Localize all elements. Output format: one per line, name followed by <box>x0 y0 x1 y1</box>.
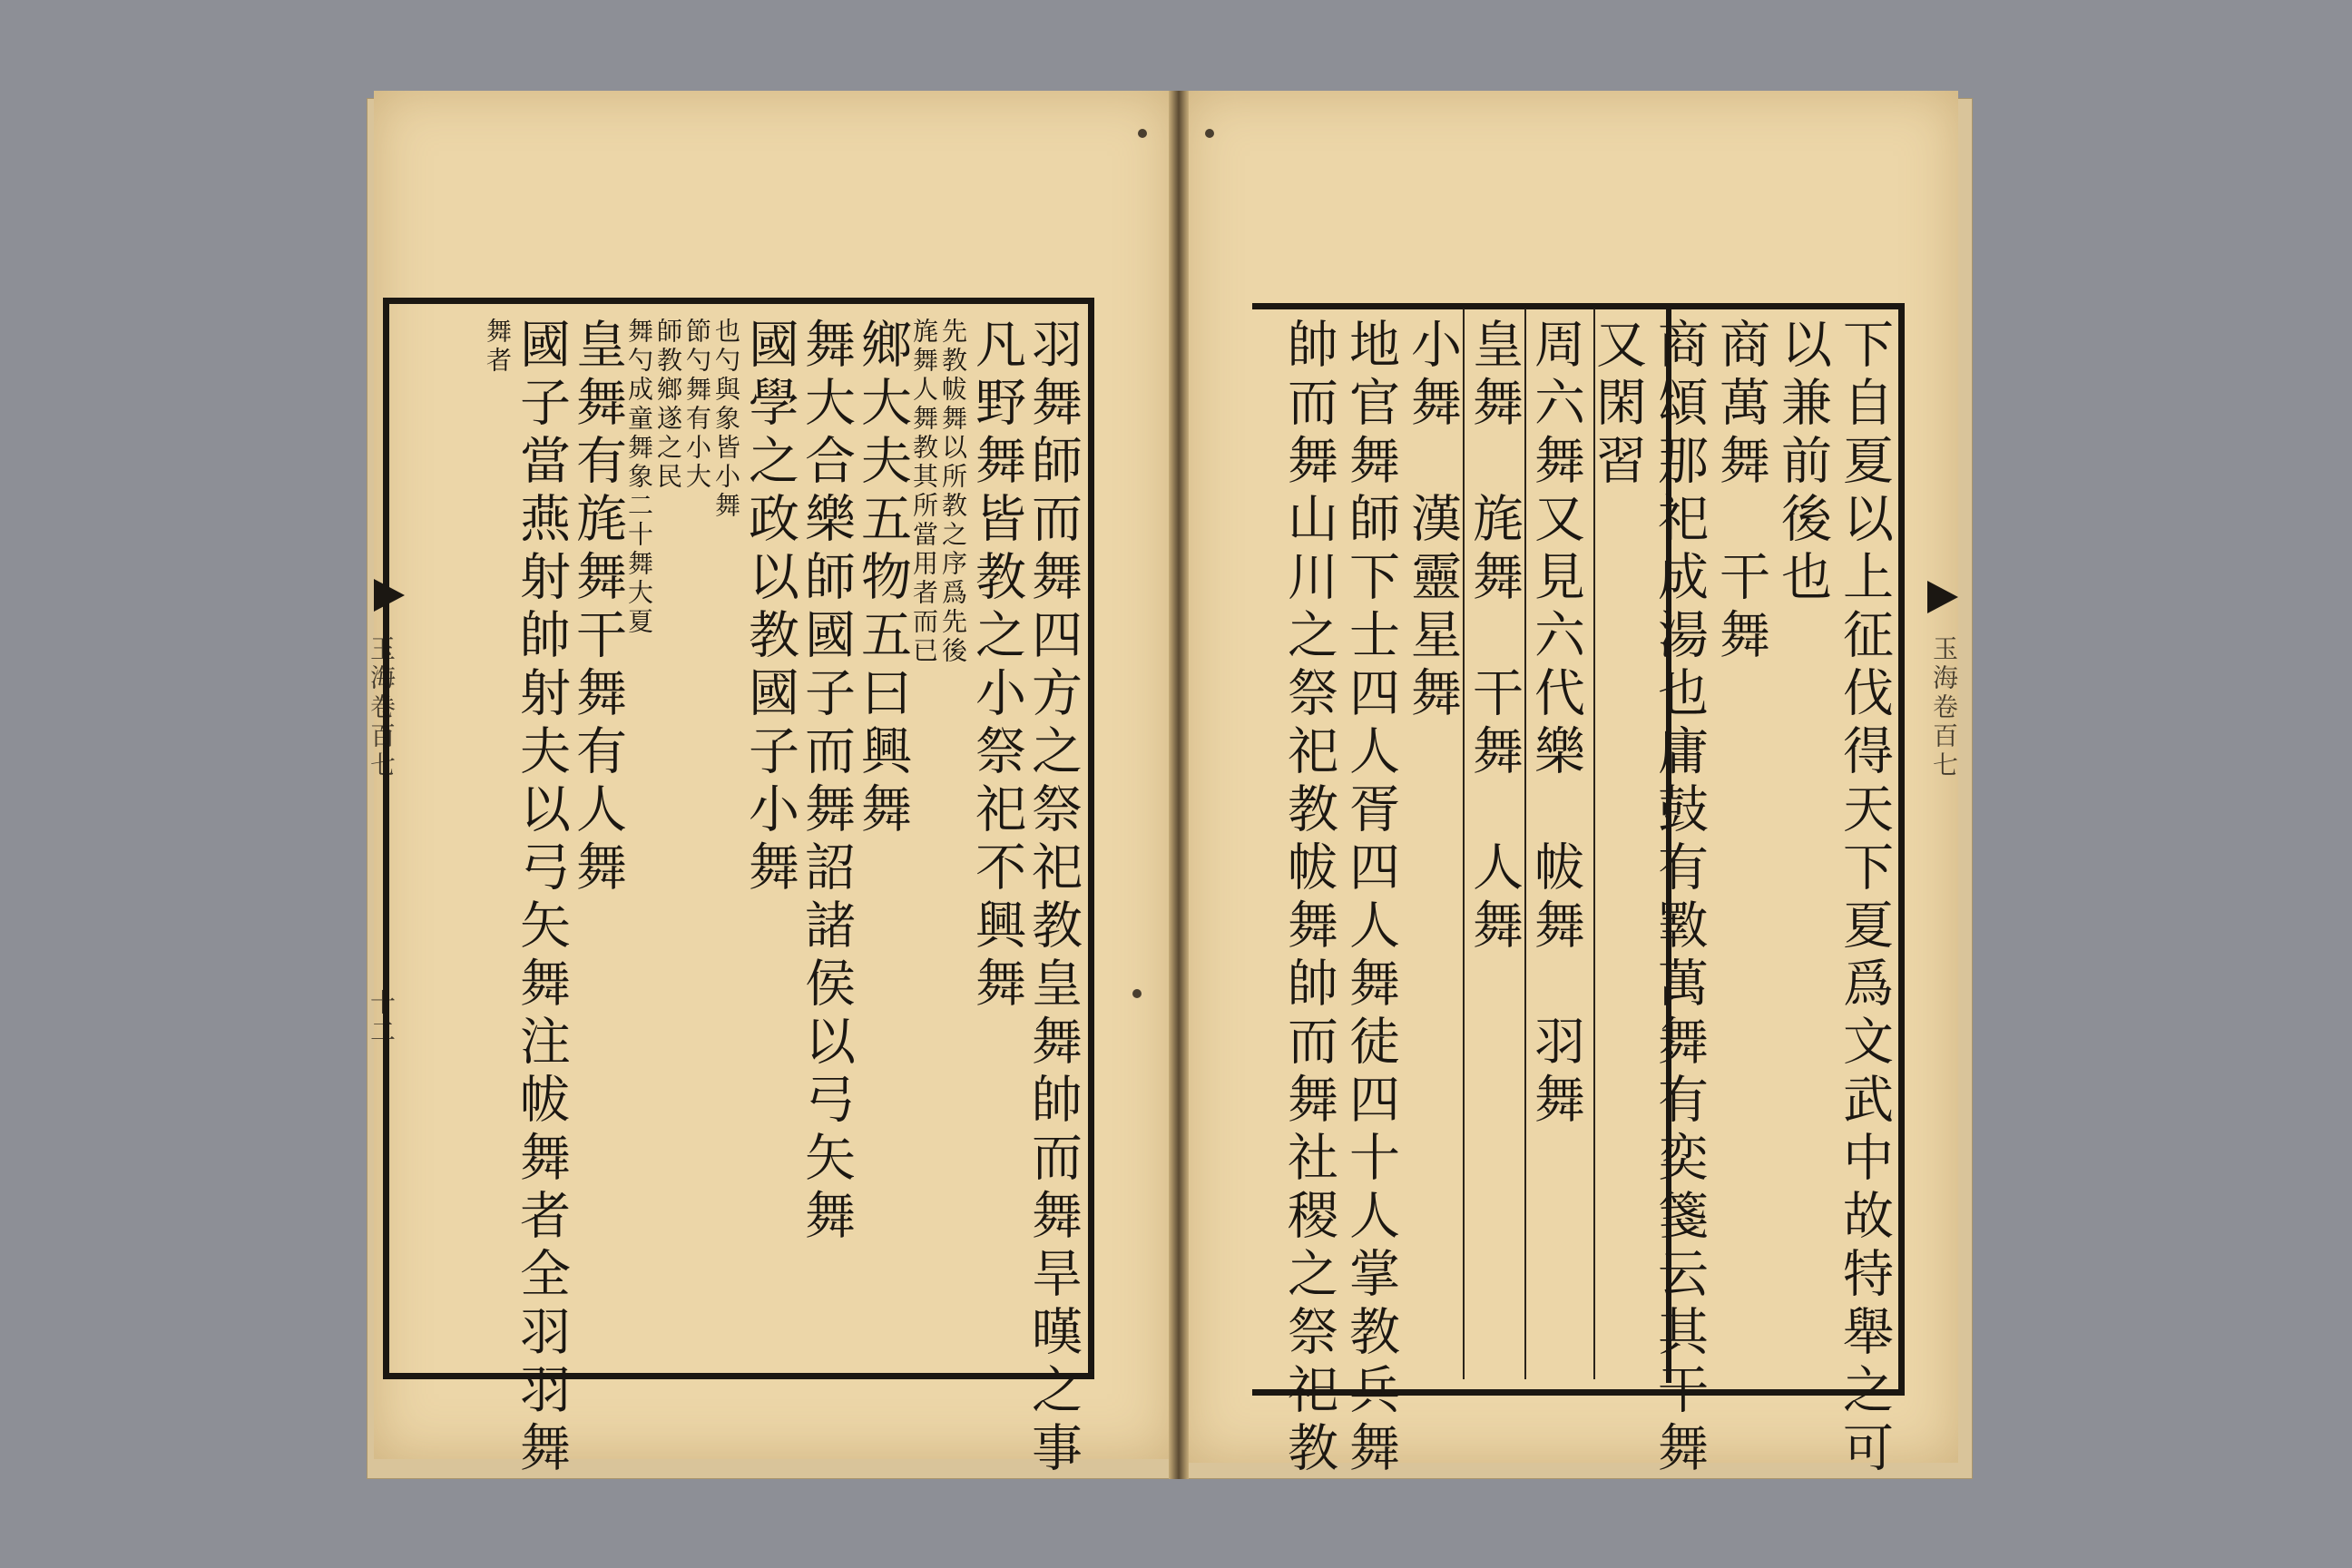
left-text-column-14: 舞者 <box>483 318 513 376</box>
left-text-column-9: 節勺舞有小大 <box>682 318 712 492</box>
fish-tail-mark <box>1927 581 1958 613</box>
right-text-column-8: 小舞 漢靈星舞 <box>1403 318 1462 724</box>
left-side-title: 玉海卷百七 <box>367 635 397 780</box>
right-text-column-1: 下自夏以上征伐得天下夏爲文武中故特舉之可 <box>1835 318 1894 1479</box>
right-text-column-9: 地官舞師下士四人胥四人舞徒四十人掌教兵舞 <box>1341 318 1400 1479</box>
left-text-column-8: 也勺與象皆小舞 <box>711 318 741 521</box>
left-text-column-6: 舞大合樂師國子而舞詔諸侯以弓矢舞 <box>797 318 856 1247</box>
right-text-column-7: 皇舞 旄舞 干舞 人舞 <box>1465 318 1524 956</box>
book-gutter <box>1169 91 1189 1479</box>
binding-hole <box>1132 989 1142 998</box>
left-text-column-10: 師教鄉遂之民 <box>653 318 683 492</box>
left-text-column-3: 先教帗舞以所教之序爲先後 <box>938 318 968 666</box>
left-text-column-11: 舞勺成童舞象二十舞大夏 <box>624 318 654 637</box>
right-side-title: 玉海卷百七 <box>1929 635 1959 780</box>
right-text-column-10: 帥而舞山川之祭祀教帗舞帥而舞社稷之祭祀教 <box>1279 318 1338 1479</box>
right-text-column-4: 商頌那祀成湯也庸鼓有斁萬舞有奕箋云其干舞 <box>1650 318 1709 1479</box>
binding-hole <box>1205 129 1214 138</box>
fish-tail-mark <box>374 579 405 612</box>
left-folio-number: 十二 <box>367 989 397 1047</box>
right-text-column-6: 周六舞又見六代樂 帗舞 羽舞 <box>1526 318 1585 1131</box>
left-text-column-13: 國子當燕射帥射夫以弓矢舞注帗舞者全羽羽舞 <box>512 318 571 1479</box>
binding-hole <box>1138 129 1147 138</box>
right-text-column-5: 又閑習 <box>1588 318 1647 492</box>
left-text-column-1: 羽舞師而舞四方之祭祀教皇舞帥而舞旱暵之事 <box>1024 318 1083 1479</box>
left-text-column-7: 國學之政以教國子小舞 <box>740 318 799 898</box>
left-text-column-2: 凡野舞皆教之小祭祀不興舞 <box>967 318 1026 1014</box>
left-text-column-5: 鄉大夫五物五曰興舞 <box>853 318 912 840</box>
right-text-column-3: 商萬舞 干舞 <box>1711 318 1770 666</box>
left-text-column-12: 皇舞有旄舞干舞有人舞 <box>568 318 627 898</box>
right-text-column-2: 以兼前後也 <box>1773 318 1832 608</box>
left-text-column-4: 旄舞人舞教其所當用者而已 <box>909 318 939 666</box>
